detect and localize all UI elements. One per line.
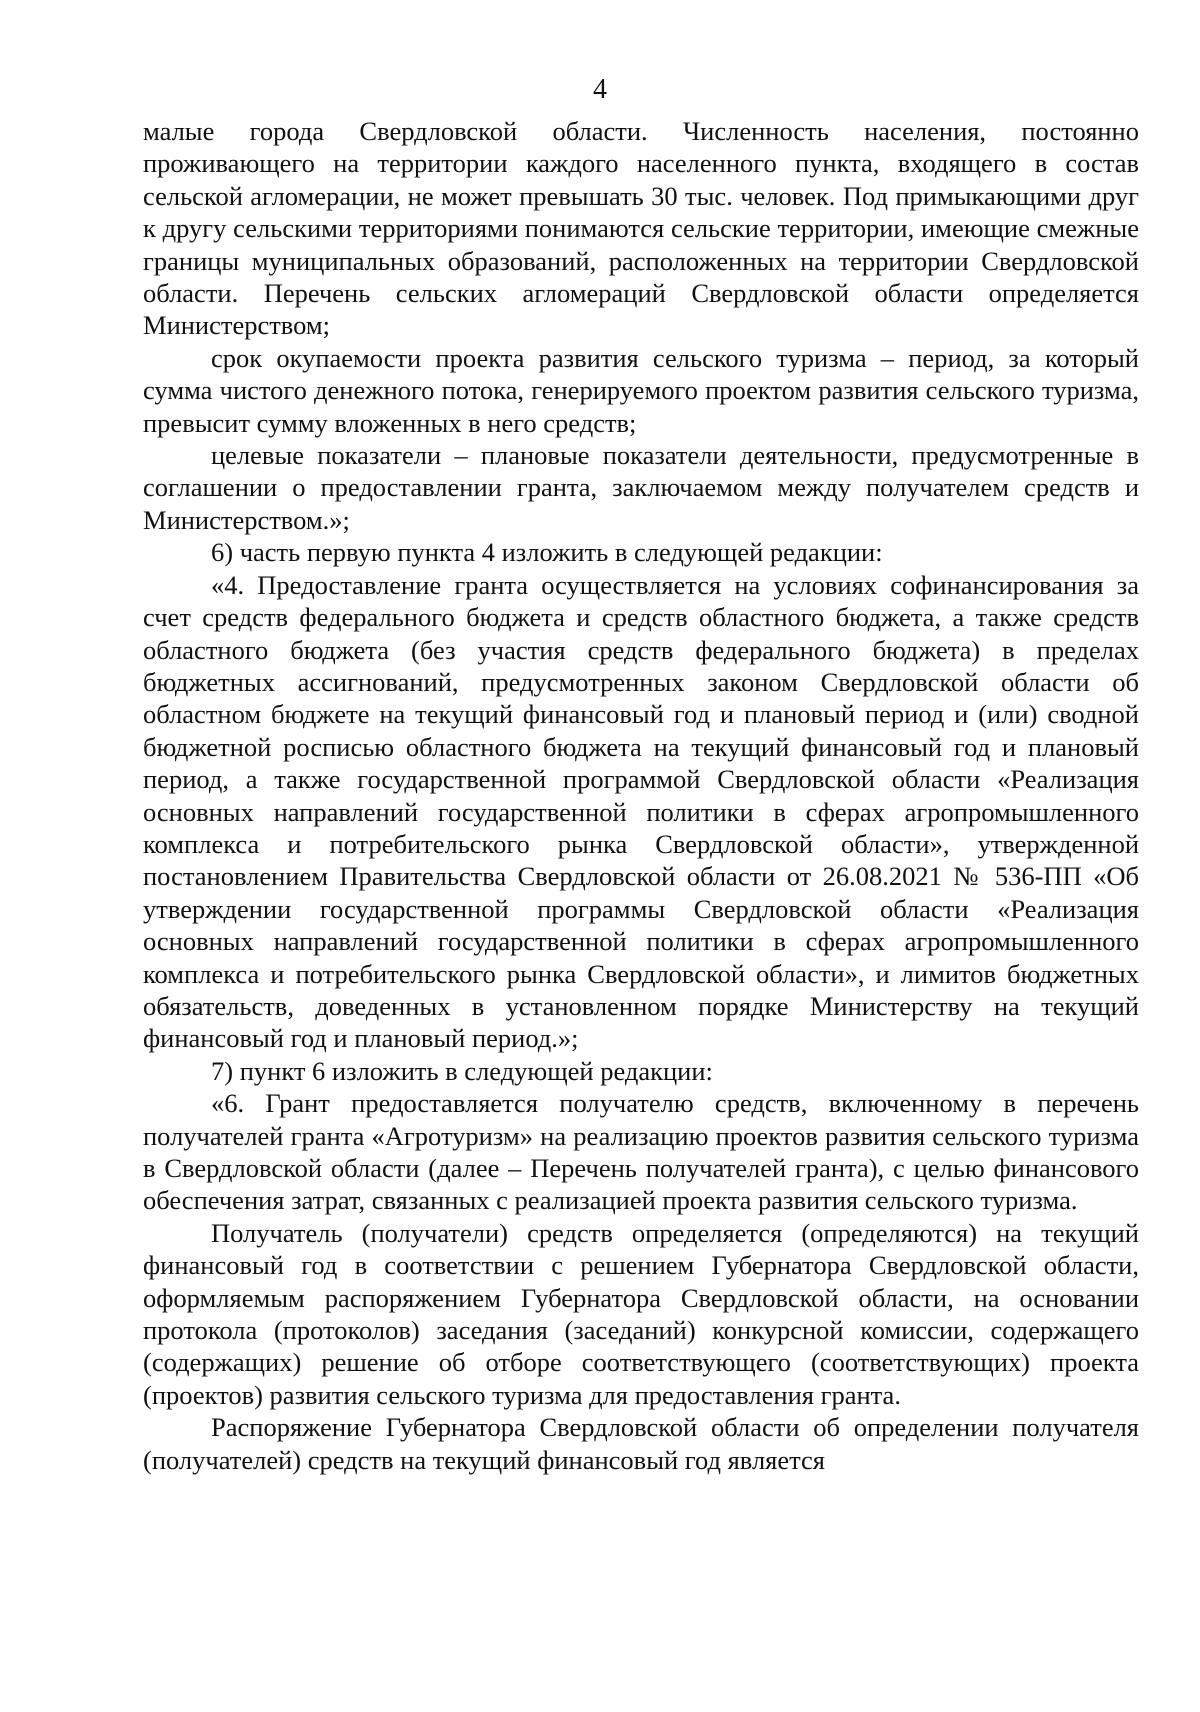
paragraph-rural-agglomeration: малые города Свердловской области. Численность населения, постоянно проживающего на территории каждого населенного пункта, входящего в состав сельской агломерации, не может превышать 30 тыс. человек. Под примыкающими друг к другу сельскими территориями понимаются сельские территории, имеющие смежные границы муниципальных образований, расположенных на территории Свердловской области. Перечень сельских агломераций Свердловской области определяется Министерством; xyxy=(143,116,1139,341)
paragraph-target-indicators: целевые показатели – плановые показатели деятельности, предусмотренные в соглашении о предоставлении гранта, заключаемом между получателем средств и Министерством.»; xyxy=(143,440,1139,535)
paragraph-recipients: Получатель (получатели) средств определяется (определяются) на текущий финансовый год в соответствии с решением Губернатора Свердловской области, оформляемым распоряжением Губернатора Свердловской области, на основании протокола (протоколов) заседания (заседаний) конкурсной комиссии, содержащего (содержащих) решение об отборе соответствующего (соответствующих) проекта (проектов) развития сельского туризма для предоставления гранта. xyxy=(143,1217,1139,1410)
document-body xyxy=(143,115,1139,1476)
paragraph-governor-order: Распоряжение Губернатора Свердловской области об определении получателя (получателей) средств на текущий финансовый год является xyxy=(143,1412,1139,1475)
paragraph-clause-6: «6. Грант предоставляется получателю средств, включенному в перечень получателей гранта «Агротуризм» на реализацию проектов развития сельского туризма в Свердловской области (далее – Перечень получателей гранта), с целью финансового обеспечения затрат, связанных с реализацией проекта развития сельского туризма. xyxy=(143,1088,1139,1216)
paragraph-amendment-6: 6) часть первую пункта 4 изложить в следующей редакции: xyxy=(211,537,883,568)
paragraph-amendment-7: 7) пункт 6 изложить в следующей редакции: xyxy=(211,1055,713,1086)
page-number: 4 xyxy=(593,74,607,105)
paragraph-clause-4: «4. Предоставление гранта осуществляется на условиях софинансирования за счет средств федерального бюджета и средств областного бюджета, а также средств областного бюджета (без участия средств федерального бюджета) в пределах бюджетных ассигнований, предусмотренных законом Свердловской области об областном бюджете на текущий финансовый год и плановый период и (или) сводной бюджетной росписью областного бюджета на текущий финансовый год и плановый период, а также государственной программой Свердловской области «Реализация основных направлений государственной политики в сферах агропромышленного комплекса и потребительского рынка Свердловской области», утвержденной постановлением Правительства Свердловской области от 26.08.2021 № 536-ПП «Об утверждении государственной программы Свердловской области «Реализация основных направлений государственной политики в сферах агропромышленного комплекса и потребительского рынка Свердловской области», и лимитов бюджетных обязательств, доведенных в установленном порядке Министерству на текущий финансовый год и плановый период.»; xyxy=(143,569,1139,1054)
paragraph-payback-period: срок окупаемости проекта развития сельского туризма – период, за который сумма чистого денежного потока, генерируемого проектом развития сельского туризма, превысит сумму вложенных в него средств; xyxy=(143,342,1139,438)
